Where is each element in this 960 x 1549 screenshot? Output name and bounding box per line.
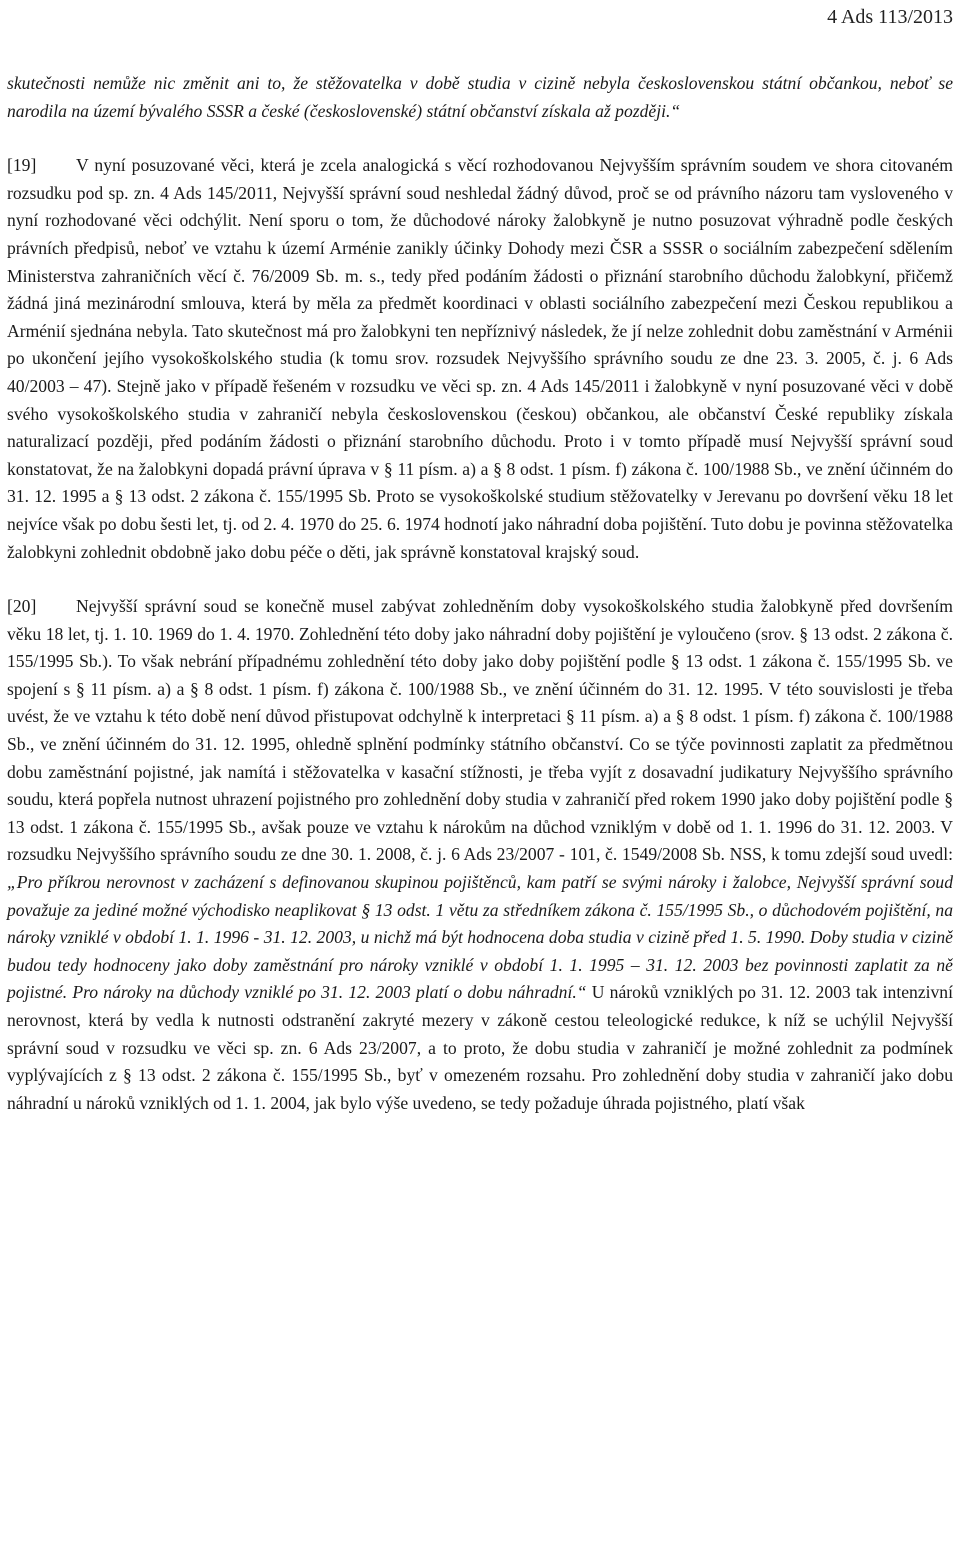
paragraph-continuation (7, 70, 953, 125)
paragraph-text: V nyní posuzované věci, která je zcela analogická s věcí rozhodovanou Nejvyšším správním soudem ve shora citovaném rozsudku pod sp. zn. 4 Ads 145/2011, Nejvyšší správní soud neshledal žádný důvod, proč se od právního názoru tam vysloveného v nyní rozhodované věci odchýlit. Není sporu o tom, že důchodové nároky žalobkyně je nutno posuzovat výhradně podle českých právních předpisů, neboť ve vztahu k území Arménie zanikly účinky Dohody mezi ČSR a SSSR o sociálním zabezpečení sdělením Ministerstva zahraničních věcí č. 76/2009 Sb. m. s., tedy před podáním žádosti o přiznání starobního důchodu žalobkyní, přičemž žádná jiná mezinárodní smlouva, která by měla za předmět koordinaci v oblasti sociálního zabezpečení mezi Českou republikou a Arménií sjednána nebyla. Tato skutečnost má pro žalobkyni ten nepříznivý následek, že jí nelze zohlednit dobu zaměstnání v Arménii po ukončení jejího vysokoškolského studia (k tomu srov. rozsudek Nejvyššího správního soudu ze dne 23. 3. 2005, č. j. 6 Ads 40/2003 – 47). Stejně jako v případě řešeném v rozsudku ve věci sp. zn. 4 Ads 145/2011 i žalobkyně v nyní posuzované věci v době svého vysokoškolského studia v zahraničí nebyla československou (českou) občankou, ale občanství České republiky získala naturalizací později, před podáním žádosti o přiznání starobního důchodu. Proto i v tomto případě musí Nejvyšší správní soud konstatovat, že na žalobkyni dopadá právní úprava v § 11 písm. a) a § 8 odst. 1 písm. f) zákona č. 100/1988 Sb., ve znění účinném do 31. 12. 1995 a § 13 odst. 2 zákona č. 155/1995 Sb. Proto se vysokoškolské studium stěžovatelky v Jerevanu po dovršení věku 18 let nejvíce však po dobu šesti let, tj. od 2. 4. 1970 do 25. 6. 1974 hodnotí jako náhradní doba pojištění. Tuto dobu je povinna stěžovatelka žalobkyni zohlednit obdobně jako dobu péče o děti, jak správně konstatoval krajský soud. (7, 155, 953, 562)
paragraph-text: Nejvyšší správní soud se konečně musel zabývat zohledněním doby vysokoškolského studia žalobkyně před dovršením věku 18 let, tj. 1. 10. 1969 do 1. 4. 1970. Zohlednění této doby jako náhradní doby pojištění je vyloučeno (srov. § 13 odst. 2 zákona č. 155/1995 Sb.). To však nebrání případnému zohlednění této doby jako doby pojištění podle § 13 odst. 1 zákona č. 155/1995 Sb. ve spojení s § 11 písm. a) a § 8 odst. 1 písm. f) zákona č. 100/1988 Sb., ve znění účinném do 31. 12. 1995. V této souvislosti je třeba uvést, že ve vztahu k této době není důvod přistupovat odchylně k interpretaci § 11 písm. a) a § 8 odst. 1 písm. f) zákona č. 100/1988 Sb., ve znění účinném do 31. 12. 1995, ohledně splnění podmínky státního občanství. Co se týče povinnosti zaplatit za předmětnou dobu zaměstnání pojistné, jak namítá i stěžovatelka v kasační stížnosti, je třeba vyjít z dosavadní judikatury Nejvyššího správního soudu, která popřela nutnost uhrazení pojistného pro zohlednění doby studia v zahraničí před rokem 1990 jako doby pojištění podle § 13 odst. 1 zákona č. 155/1995 Sb., avšak pouze ve vztahu k nárokům na důchod vzniklým v době od 1. 1. 1996 do 31. 12. 2003. V rozsudku Nejvyššího správního soudu ze dne 30. 1. 2008, č. j. 6 Ads 23/2007 - 101, č. 1549/2008 Sb. NSS, k tomu zdejší soud uvedl: (7, 596, 953, 865)
paragraph-gap (7, 125, 953, 152)
quoted-text: „Pro příkrou nerovnost v zacházení s definovanou skupinou pojištěnců, kam patří se svými nároky i žalobce, Nejvyšší správní soud považuje za jediné možné východisko neaplikovat § 13 odst. 1 větu za středníkem zákona č. 155/1995 Sb., o důchodovém pojištění, na nároky vzniklé v období 1. 1. 1996 - 31. 12. 2003, u nichž má být hodnocena doba studia v cizině před 1. 5. 1990. Doby studia v cizině budou tedy hodnoceny jako doby zaměstnání pro nároky vzniklé v období 1. 1. 1995 – 31. 12. 2003 bez povinnosti zaplatit za ně pojistné. Pro nároky na důchody vzniklé po 31. 12. 2003 platí o dobu náhradní.“ (7, 872, 953, 1003)
paragraph-text: U nároků vzniklých po 31. 12. 2003 tak intenzivní nerovnost, která by vedla k nutnosti odstranění zakryté mezery v zákoně cestou teleologické redukce, k níž se uchýlil Nejvyšší správní soud v rozsudku ve věci sp. zn. 6 Ads 23/2007, a to proto, že dobu studia v zahraničí je možné zohlednit za podmínek vyplývajících z § 13 odst. 2 zákona č. 155/1995 Sb., byť v omezeném rozsahu. Pro zohlednění doby studia v zahraničí jako dobu náhradní u nároků vzniklých od 1. 1. 2004, jak bylo výše uvedeno, se tedy požaduje úhrada pojistného, platí však (7, 982, 953, 1113)
document-body (7, 70, 953, 1117)
case-number-header: 4 Ads 113/2013 (827, 6, 953, 28)
paragraph-19 (7, 152, 953, 566)
paragraph-number: [20] (7, 596, 37, 617)
quoted-text: skutečnosti nemůže nic změnit ani to, že stěžovatelka v době studia v cizině nebyla československou státní občankou, neboť se narodila na území bývalého SSSR a české (československé) státní občanství získala až později.“ (7, 73, 953, 121)
paragraph-20 (7, 593, 953, 1117)
paragraph-number: [19] (7, 155, 37, 176)
paragraph-gap (7, 566, 953, 593)
